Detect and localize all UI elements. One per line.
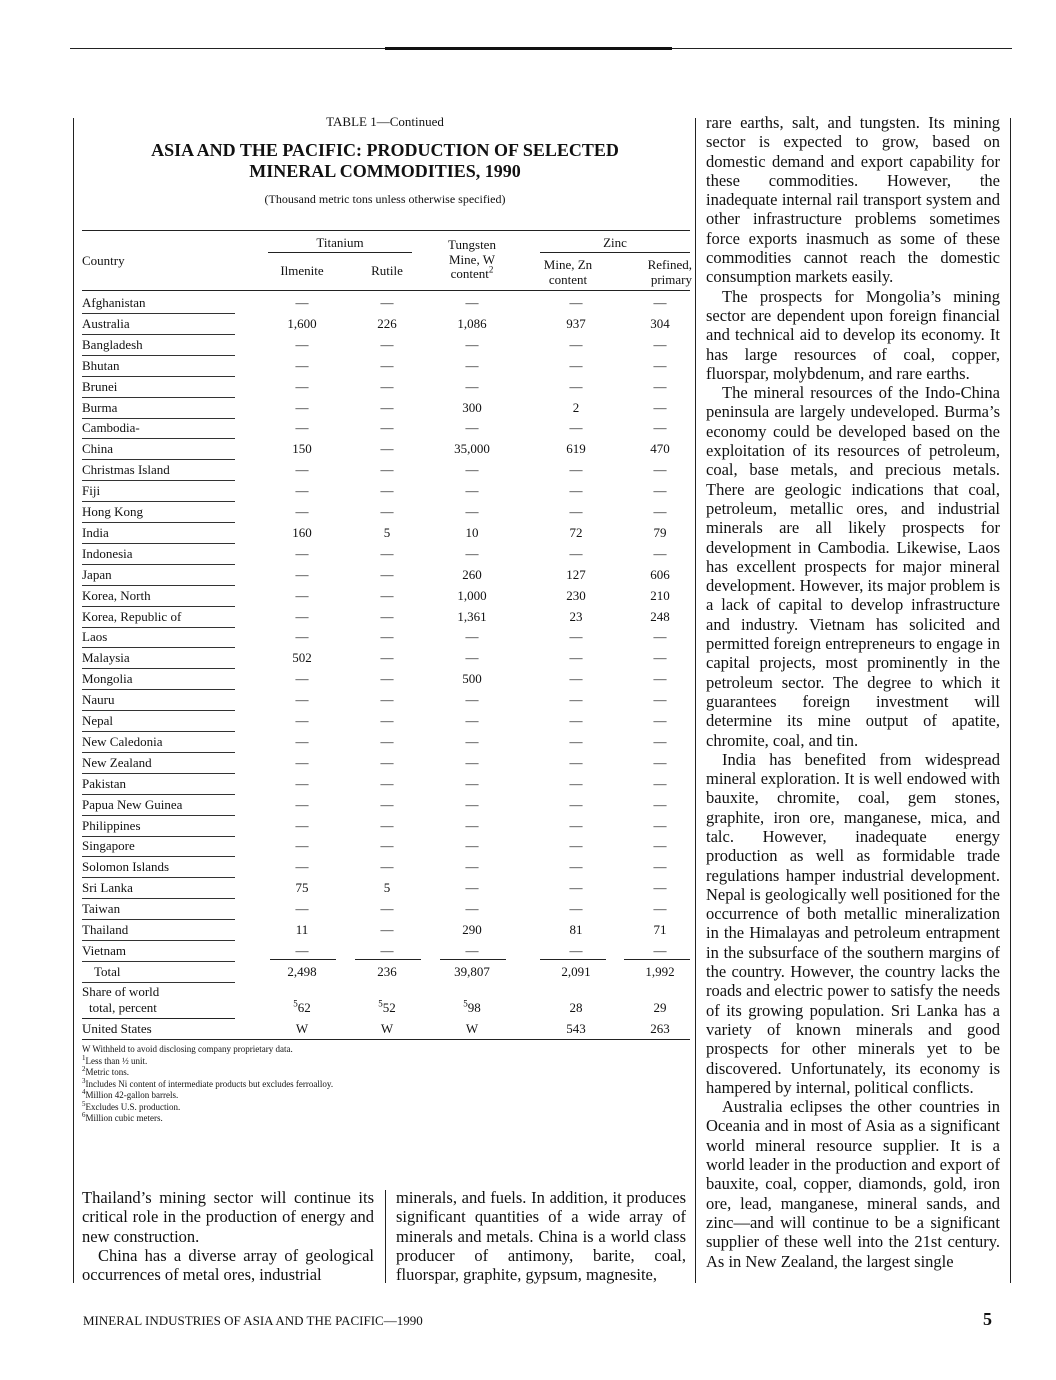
- zinc-refined-value: —: [653, 357, 667, 373]
- zinc-refined-value: —: [653, 733, 667, 749]
- table-title-line1: ASIA AND THE PACIFIC: PRODUCTION OF SELECTED: [151, 140, 619, 160]
- zinc-refined-value: —: [653, 713, 667, 728]
- zinc-mine-value: —: [569, 378, 583, 394]
- rutile-value: —: [380, 859, 394, 875]
- table-title: [80, 140, 690, 182]
- table-row: [82, 523, 690, 544]
- rutile-value: —: [380, 838, 394, 854]
- country-name: Taiwan: [82, 901, 121, 917]
- tungsten-value: 35,000: [454, 441, 490, 457]
- ilmenite-value: —: [295, 859, 309, 875]
- share-rutile: $^5$52: [378, 998, 396, 1015]
- table-row: [82, 335, 690, 356]
- zinc-refined-value: 304: [650, 315, 670, 331]
- rutile-value: —: [380, 796, 394, 812]
- ilmenite-value: —: [295, 754, 309, 770]
- table-bottom-rule: [82, 1039, 690, 1040]
- paragraph: The mineral resources of the Indo-China peninsula are largely undeveloped. Burma’s economy could be developed based on the exploitation of its resources of petroleum, coal, base metals, and precious metals. There are geologic indications that coal, petroleum, metallic ores, and industrial minerals are all likely prospects for development in Cambodia. Likewise, Laos has excellent prospects for major mineral development. However, its major problem is a lack of capital to develop infrastructure and industry. Vietnam has solicited and permitted foreign entrepreneurs to engage in capital projects, most prominently in the petroleum sector. The degree to which it guarantees foreign investment will determine its mine output of apatite, chromite, coal, and tin.: [706, 383, 1000, 750]
- zinc-refined-value: —: [653, 629, 667, 645]
- rutile-value: —: [380, 295, 394, 310]
- tungsten-value: 10: [465, 524, 479, 540]
- zinc-mine-value: —: [569, 859, 583, 875]
- ilmenite-value: —: [295, 378, 309, 394]
- table-row: [82, 544, 690, 565]
- ilmenite-value: —: [295, 504, 309, 519]
- zinc-mine-value: —: [569, 901, 583, 917]
- us-tungsten: W: [465, 1021, 479, 1036]
- paragraph: Australia eclipses the other countries in Oceania and in most of Asia as a significant world mineral resource supplier. It is a world leader in the production and export of bauxite, coal, copper, diamonds, gold, iron ore, lead, manganese, mineral sands, and zinc—and will continue to be a significant supplier of these well into the 21st century. As in New Zealand, the largest single: [706, 1097, 1000, 1271]
- total-rutile: 236: [377, 964, 397, 979]
- tungsten-value: —: [465, 817, 479, 833]
- total-zinc-refined: 1,992: [645, 964, 675, 979]
- country-name: Korea, Republic of: [82, 608, 182, 624]
- tungsten-value: —: [465, 754, 479, 770]
- zinc-mine-value: —: [569, 796, 583, 812]
- table-row: [82, 795, 690, 816]
- zinc-mine-value: —: [569, 733, 583, 749]
- country-name: Thailand: [82, 922, 129, 937]
- header-zinc-mine2: content: [548, 272, 588, 287]
- table-row: [82, 711, 690, 732]
- footnote: $^5$Excludes U.S. production.: [82, 1099, 181, 1112]
- country-name: New Caledonia: [82, 733, 163, 749]
- table-row-united-states: [82, 1019, 690, 1040]
- country-name: Vietnam: [82, 942, 126, 958]
- share-zinc-mine: 28: [569, 1000, 583, 1015]
- zinc-mine-value: —: [569, 483, 583, 499]
- tungsten-value: —: [465, 650, 479, 666]
- zinc-refined-value: —: [653, 754, 667, 770]
- country-name: Australia: [82, 315, 130, 331]
- footnote: $^6$Million cubic meters.: [82, 1111, 163, 1123]
- ilmenite-value: —: [295, 942, 309, 958]
- table-row: [82, 920, 690, 941]
- tungsten-value: —: [465, 336, 479, 352]
- header-country: Country: [82, 253, 125, 268]
- header-tungsten-sub1: Mine, W: [449, 252, 495, 267]
- country-name: Afghanistan: [82, 295, 146, 310]
- table-row: [82, 398, 690, 419]
- zinc-refined-value: —: [653, 880, 667, 896]
- zinc-mine-value: —: [569, 880, 583, 896]
- share-label-line2: total, percent: [89, 1000, 157, 1015]
- paragraph: China has a diverse array of geological occurrences of metal ores, industrial: [82, 1245, 374, 1285]
- text-column-left: [82, 1188, 374, 1284]
- ilmenite-value: —: [295, 796, 309, 812]
- country-name: Bhutan: [82, 357, 120, 373]
- zinc-mine-value: 72: [569, 524, 583, 540]
- rutile-value: —: [380, 775, 394, 791]
- total-rule-zmine: [540, 959, 606, 960]
- rutile-value: —: [380, 713, 394, 728]
- tungsten-value: —: [465, 295, 479, 310]
- tungsten-value: —: [465, 713, 479, 728]
- ilmenite-value: —: [295, 357, 309, 373]
- us-label: United States: [82, 1021, 152, 1036]
- zinc-mine-value: —: [569, 295, 583, 310]
- paragraph: rare earths, salt, and tungsten. Its mining sector is expected to grow, based on domestic demand and export capability for these commodities. However, the inadequate internal rail transport system and other infrastructure problems sometimes force exports inasmuch as some of these commodities cannot reach the domestic consumption markets easily.: [706, 113, 1000, 287]
- page-number: 5: [983, 1309, 992, 1329]
- zinc-mine-value: —: [569, 504, 583, 519]
- row-underline: [82, 982, 235, 983]
- zinc-refined-value: —: [653, 545, 667, 561]
- zinc-mine-value: —: [569, 817, 583, 833]
- tungsten-value: —: [465, 859, 479, 875]
- zinc-refined-value: —: [653, 796, 667, 812]
- ilmenite-value: —: [295, 692, 309, 708]
- ilmenite-value: —: [295, 483, 309, 499]
- rutile-value: —: [380, 608, 394, 624]
- zinc-refined-value: 210: [650, 587, 670, 603]
- tungsten-value: 1,000: [457, 587, 487, 603]
- zinc-mine-value: —: [569, 692, 583, 708]
- tungsten-value: 290: [462, 922, 482, 937]
- tungsten-value: —: [465, 629, 479, 645]
- zinc-mine-value: —: [569, 462, 583, 478]
- share-label: [82, 984, 159, 1016]
- text-column-right: [706, 113, 1000, 1271]
- titanium-rule: [268, 252, 412, 253]
- country-name: Hong Kong: [82, 504, 144, 519]
- rutile-value: —: [380, 545, 394, 561]
- country-name: Papua New Guinea: [82, 796, 183, 812]
- header-tungsten-sub2: content$^2$: [450, 264, 494, 281]
- header-rutile: Rutile: [371, 263, 403, 278]
- country-name: Fiji: [82, 483, 101, 499]
- total-label: Total: [94, 964, 121, 979]
- header-zinc-ref2: primary: [650, 272, 692, 287]
- zinc-refined-value: —: [653, 775, 667, 791]
- us-ilmenite: W: [295, 1021, 309, 1036]
- zinc-mine-value: —: [569, 336, 583, 352]
- zinc-refined-value: —: [653, 378, 667, 394]
- tungsten-value: —: [465, 378, 479, 394]
- rutile-value: —: [380, 692, 394, 708]
- ilmenite-value: —: [295, 336, 309, 352]
- table-row: [82, 586, 690, 607]
- zinc-mine-value: 127: [566, 566, 586, 582]
- ilmenite-value: —: [295, 671, 309, 687]
- country-name: Sri Lanka: [82, 880, 133, 896]
- zinc-refined-value: —: [653, 859, 667, 875]
- table-row: [82, 481, 690, 502]
- zinc-refined-value: —: [653, 901, 667, 917]
- ilmenite-value: —: [295, 399, 309, 415]
- tungsten-value: 500: [462, 671, 482, 687]
- ilmenite-value: —: [295, 629, 309, 645]
- ilmenite-value: 1,600: [287, 315, 317, 331]
- paragraph: Thailand’s mining sector will continue its critical role in the production of energy and new construction.: [82, 1188, 374, 1246]
- total-rule-tung: [440, 959, 506, 960]
- ilmenite-value: —: [295, 295, 309, 310]
- table-row: [82, 690, 690, 711]
- table-row: [82, 418, 690, 439]
- ilmenite-value: —: [295, 733, 309, 749]
- table-row: [82, 502, 690, 523]
- tungsten-value: —: [465, 901, 479, 917]
- country-name: Laos: [82, 629, 108, 645]
- paragraph: The prospects for Mongolia’s mining sector are dependent upon foreign financial and technical aid to develop its economy. It has large resources of coal, copper, fluorspar, molybdenum, and rare earths.: [706, 286, 1000, 383]
- zinc-refined-value: —: [653, 692, 667, 708]
- country-name: Korea, North: [82, 587, 151, 603]
- tungsten-value: —: [465, 775, 479, 791]
- zinc-refined-value: —: [653, 295, 667, 310]
- zinc-refined-value: 470: [650, 441, 670, 457]
- ilmenite-value: —: [295, 462, 309, 478]
- header-tungsten: Tungsten: [448, 237, 496, 252]
- running-footer: MINERAL INDUSTRIES OF ASIA AND THE PACIFIC—1990: [83, 1313, 423, 1328]
- zinc-refined-value: —: [653, 420, 667, 436]
- tungsten-value: —: [465, 420, 479, 436]
- rutile-value: —: [380, 399, 394, 415]
- rutile-value: —: [380, 754, 394, 770]
- tungsten-value: —: [465, 483, 479, 499]
- table-row: [82, 648, 690, 669]
- text-column-middle: [396, 1188, 686, 1284]
- rutile-value: —: [380, 378, 394, 394]
- tungsten-value: 1,361: [457, 608, 487, 624]
- us-zinc-mine: 543: [566, 1021, 586, 1036]
- rutile-value: —: [380, 733, 394, 749]
- table-row: [82, 439, 690, 460]
- tungsten-value: 1,086: [457, 315, 487, 331]
- ilmenite-value: —: [295, 420, 309, 436]
- header-ilmenite: Ilmenite: [280, 263, 324, 278]
- rutile-value: —: [380, 942, 394, 958]
- share-ilmenite: $^5$62: [293, 998, 311, 1015]
- footnote: $^3$Includes Ni content of intermediate products but excludes ferroalloy.: [82, 1076, 334, 1089]
- country-name: New Zealand: [82, 754, 152, 770]
- country-name: Nepal: [82, 713, 114, 728]
- us-rutile: W: [380, 1021, 394, 1036]
- table-row: [82, 836, 690, 857]
- table-row: [82, 732, 690, 753]
- country-name: Solomon Islands: [82, 859, 170, 875]
- rutile-value: —: [380, 357, 394, 373]
- zinc-rule: [540, 252, 690, 253]
- country-name: China: [82, 441, 114, 457]
- tungsten-value: —: [465, 880, 479, 896]
- zinc-mine-value: —: [569, 713, 583, 728]
- table-row: [82, 816, 690, 837]
- rutile-value: —: [380, 420, 394, 436]
- zinc-mine-value: —: [569, 775, 583, 791]
- total-rule-ilm: [270, 959, 336, 960]
- table-row: [82, 774, 690, 795]
- table-footnotes: [82, 1044, 333, 1125]
- tungsten-value: —: [465, 504, 479, 519]
- header-zinc-ref1: Refined,: [647, 257, 692, 272]
- zinc-refined-value: 79: [653, 524, 667, 540]
- zinc-mine-value: —: [569, 942, 583, 958]
- rutile-value: —: [380, 901, 394, 917]
- country-name: Pakistan: [82, 775, 127, 791]
- rutile-value: —: [380, 462, 394, 478]
- tungsten-value: —: [465, 692, 479, 708]
- zinc-refined-value: —: [653, 504, 667, 519]
- ilmenite-value: 75: [295, 880, 309, 896]
- total-ilmenite: 2,498: [287, 964, 317, 979]
- tungsten-value: —: [465, 838, 479, 854]
- zinc-mine-value: 81: [569, 922, 583, 937]
- zinc-refined-value: —: [653, 838, 667, 854]
- ilmenite-value: 502: [292, 650, 312, 666]
- table-row: [82, 356, 690, 377]
- tungsten-value: —: [465, 545, 479, 561]
- table-title-line2: MINERAL COMMODITIES, 1990: [249, 161, 521, 181]
- zinc-refined-value: —: [653, 336, 667, 352]
- zinc-refined-value: —: [653, 671, 667, 687]
- country-name: Singapore: [82, 838, 135, 854]
- ilmenite-value: 11: [295, 922, 309, 937]
- ilmenite-value: —: [295, 608, 309, 624]
- zinc-refined-value: —: [653, 817, 667, 833]
- table-row: [82, 314, 690, 335]
- zinc-refined-value: —: [653, 650, 667, 666]
- rutile-value: —: [380, 336, 394, 352]
- country-name: Brunei: [82, 378, 118, 394]
- share-label-line1: Share of world: [82, 984, 160, 999]
- ilmenite-value: —: [295, 817, 309, 833]
- zinc-refined-value: —: [653, 399, 667, 415]
- zinc-refined-value: 606: [650, 566, 670, 582]
- table-row: [82, 899, 690, 920]
- table-row: [82, 377, 690, 398]
- ilmenite-value: —: [295, 775, 309, 791]
- country-name: Indonesia: [82, 545, 133, 561]
- rutile-value: —: [380, 504, 394, 519]
- tungsten-value: —: [465, 462, 479, 478]
- tungsten-value: 260: [462, 566, 482, 582]
- table-subtitle: (Thousand metric tons unless otherwise specified): [264, 192, 506, 206]
- header-zinc-mine1: Mine, Zn: [543, 257, 593, 272]
- footnote: $^1$Less than ½ unit.: [82, 1053, 148, 1066]
- footnote: $^2$Metric tons.: [82, 1065, 129, 1077]
- zinc-mine-value: —: [569, 838, 583, 854]
- tungsten-value: —: [465, 796, 479, 812]
- zinc-mine-value: —: [569, 671, 583, 687]
- footnote: W Withheld to avoid disclosing company proprietary data.: [82, 1044, 293, 1054]
- zinc-mine-value: 937: [566, 315, 586, 331]
- country-name: Christmas Island: [82, 462, 170, 478]
- table-row: [82, 565, 690, 586]
- zinc-mine-value: 23: [569, 608, 583, 624]
- tungsten-value: —: [465, 357, 479, 373]
- rutile-value: 226: [377, 315, 397, 331]
- table-row: [82, 460, 690, 481]
- header-titanium: Titanium: [316, 235, 364, 250]
- country-name: Philippines: [82, 817, 141, 833]
- country-name: Burma: [82, 399, 118, 415]
- paragraph: minerals, and fuels. In addition, it produces significant quantities of a wide array of minerals and metals. China is a world class producer of antimony, barite, coal, fluorspar, graphite, gypsum, magnesite,: [396, 1188, 686, 1285]
- us-zinc-refined: 263: [650, 1021, 670, 1036]
- footnote: $^4$Million 42-gallon barrels.: [82, 1088, 179, 1100]
- table-row: [82, 753, 690, 774]
- ilmenite-value: 160: [292, 524, 312, 540]
- country-name: Japan: [82, 566, 112, 582]
- ilmenite-value: —: [295, 566, 309, 582]
- zinc-mine-value: —: [569, 754, 583, 770]
- rutile-value: —: [380, 566, 394, 582]
- country-name: Nauru: [82, 692, 115, 708]
- ilmenite-value: —: [295, 713, 309, 728]
- rutile-value: —: [380, 629, 394, 645]
- tungsten-value: —: [465, 733, 479, 749]
- table-continued-label: TABLE 1—Continued: [326, 114, 444, 129]
- rutile-value: —: [380, 650, 394, 666]
- rutile-value: —: [380, 587, 394, 603]
- table-row: [82, 878, 690, 899]
- zinc-mine-value: —: [569, 650, 583, 666]
- country-name: Bangladesh: [82, 336, 143, 352]
- rutile-value: —: [380, 671, 394, 687]
- top-rule-accent: [385, 47, 672, 50]
- table-row: [82, 669, 690, 690]
- zinc-mine-value: 2: [572, 399, 580, 415]
- zinc-mine-value: —: [569, 545, 583, 561]
- table-row: [82, 293, 690, 314]
- tungsten-value: —: [465, 942, 479, 958]
- table-row-total: [82, 962, 690, 983]
- tungsten-value: 300: [462, 399, 482, 415]
- country-name: Malaysia: [82, 650, 130, 666]
- bottom-column-rule: [385, 1190, 386, 1283]
- ilmenite-value: —: [295, 838, 309, 854]
- ilmenite-value: —: [295, 545, 309, 561]
- zinc-mine-value: —: [569, 420, 583, 436]
- zinc-refined-value: 248: [650, 608, 670, 624]
- table-row: [82, 857, 690, 878]
- zinc-refined-value: —: [653, 483, 667, 499]
- zinc-refined-value: —: [653, 942, 667, 958]
- table-header-rule: [82, 290, 690, 291]
- table-row: [82, 607, 690, 628]
- rutile-value: 5: [383, 524, 391, 540]
- ilmenite-value: —: [295, 587, 309, 603]
- rutile-value: —: [380, 483, 394, 499]
- rutile-value: 5: [383, 880, 391, 896]
- total-tungsten: 39,807: [454, 964, 490, 979]
- table-top-rule: [82, 230, 690, 231]
- total-rule-zref: [624, 959, 690, 960]
- zinc-mine-value: —: [569, 629, 583, 645]
- right-column-rule: [1010, 118, 1011, 1283]
- paragraph: India has benefited from widespread mineral exploration. It is well endowed with bauxite, chromite, coal, gem stones, graphite, iron ore, manganese, mica, and talc. However, inadequate energy production as well as formidable trade regulations hamper industrial development. Nepal is geologically well positioned for the occurrence of both metallic mineralization in the Himalayas and petroleum entrapment in the subsurface of the southern margins of the country. However, the country lacks the roads and electric power to satisfy the needs of its growing population. Sri Lanka has a variety of known minerals and good prospects for other minerals yet to be discovered. Unfortunately, its economy is hampered by internal, political conflicts.: [706, 749, 1000, 1097]
- country-name: India: [82, 524, 109, 540]
- ilmenite-value: 150: [292, 441, 312, 457]
- table-row: [82, 627, 690, 648]
- share-tungsten: $^5$98: [463, 998, 481, 1015]
- country-name: Cambodia-: [82, 420, 140, 436]
- rutile-value: —: [380, 817, 394, 833]
- zinc-mine-value: —: [569, 357, 583, 373]
- country-name: Mongolia: [82, 671, 133, 687]
- zinc-refined-value: 71: [653, 922, 667, 937]
- rutile-value: —: [380, 441, 394, 457]
- total-zinc-mine: 2,091: [561, 964, 591, 979]
- total-rule-rut: [355, 959, 421, 960]
- ilmenite-value: —: [295, 901, 309, 917]
- share-zinc-refined: 29: [653, 1000, 667, 1015]
- zinc-refined-value: —: [653, 462, 667, 478]
- zinc-mine-value: 619: [566, 441, 586, 457]
- rutile-value: —: [380, 922, 394, 937]
- header-zinc: Zinc: [603, 235, 627, 250]
- zinc-mine-value: 230: [566, 587, 586, 603]
- left-column-rule: [73, 118, 74, 1283]
